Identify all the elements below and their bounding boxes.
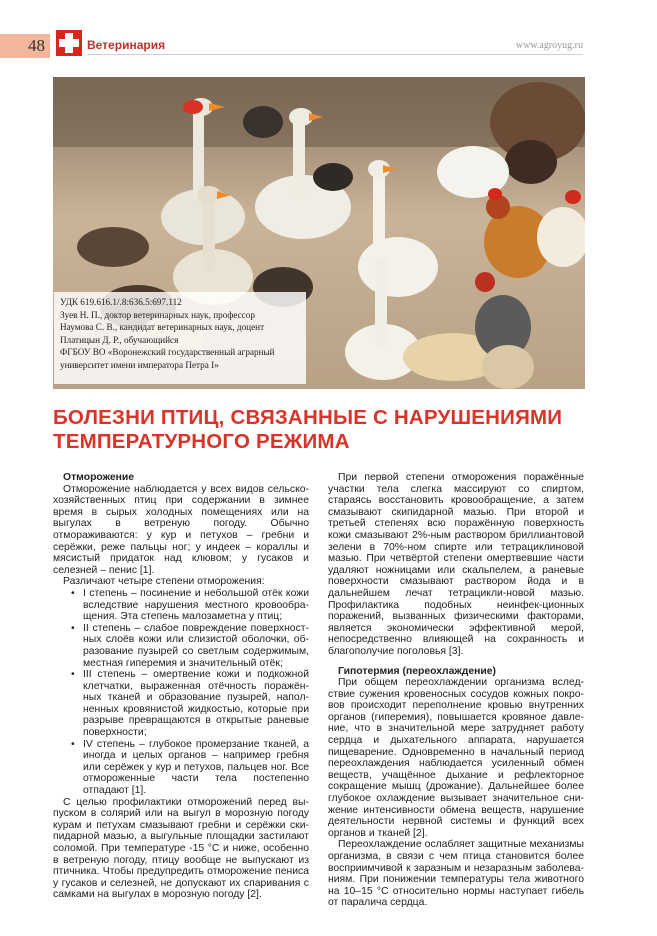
organization: университет имени императора Петра I» <box>60 359 219 370</box>
degree-list <box>53 588 309 797</box>
list-item: • IV степень – глубокое промерзание тканей, а иногда и целых органов – например гребня или серёжек у кур и петухов, пальцев ног. Все отмороженные части тела постепенно отпадают [1]. <box>83 739 309 797</box>
list-item: • II степень – слабое повреждение поверхност-ных слоёв кожи или слизистой оболочки, об-разование пузырей со светлым содержимым, местная гиперемия и значительный отёк; <box>83 623 309 669</box>
paragraph: Отморожение наблюдается у всех видов сельско-хозяйственных птиц при содержании в зимнее время в сырых холодных помещениях или на выгулах в ветреную погоду. Обычно отмораживаются: у кур и петухов – гребни и серёжки, реже пальцы ног; у индеек – кораллы и мясистый придаток над клювом; у гусаков и селезней – пенис [1]. <box>53 483 309 576</box>
header-divider <box>87 54 583 55</box>
author: Платицын Д. Р., обучающийся <box>60 334 179 345</box>
right-column <box>328 472 584 909</box>
author: Зуев Н. П., доктор ветеринарных наук, профессор <box>60 309 255 320</box>
list-item: • III степень – омертвение кожи и подкожной клетчатки, выраженная отёчность поражён-ных тканей и образование пузырей, напол-ненных кровянистой жидкостью, которые при разрыве превращаются в открытые раневые поверхности; <box>83 669 309 739</box>
paragraph: При первой степени отморожения поражённые участки тела слегка массируют со спиртом, стараясь восстановить кровообращение, а затем смазывают скипидарной мазью. При второй и третьей степенях всю поражённую поверхность кожи смазывают 2%-ным раствором бриллиантовой зелени в 70%-ном спирте или тетрациклиновой мазью. При четвёртой степени омертвевшие части удаляют ножницами или скальпелем, а раневые поверхности смазывают раствором йода и в дальнейшем лечат тетрацикли-новой мазью. Профилактика подобных неинфек-ционных поражений, вызванных физическими факторами, является экономически эффективной мерой, непосредственно влияющей на сохранность и благополучие поголовья [3]. <box>328 472 584 657</box>
section-heading: Отморожение <box>63 472 135 483</box>
author: Наумова С. В., кандидат ветеринарных наук, доцент <box>60 322 265 333</box>
paragraph: При общем переохлаждении организма вслед-ствие сужения кровеносных сосудов кожных покро-вов происходит переполнение кровью внутренних органов (гиперемия), повышается кровяное давле-ние, что в значительной мере затрудняет работу сердца и дыхательного аппарата, нарушается пищеварение. Одновременно в начальный период переохлаждения наблюдается усиленный обмен веществ, учащённое дыхание и рефлекторное сокращение мышц (дрожание). Дальнейшее более глубокое охлаждение вызывает значительное сни-жение интенсивности обмена веществ, нарушение деятельности нервной системы и функций всех органов и тканей [2]. <box>328 677 584 839</box>
udk-code: УДК 619.616.1/.8:636.5:697.112 <box>60 297 182 307</box>
left-column <box>53 472 309 901</box>
section-heading: Гипотермия (переохлаждение) <box>338 665 497 677</box>
article-credits <box>54 292 306 384</box>
paragraph: Различают четыре степени отморожения: <box>63 576 265 588</box>
red-cross-icon <box>56 30 82 56</box>
section-name: Ветеринария <box>87 38 166 52</box>
article-title: БОЛЕЗНИ ПТИЦ, СВЯЗАННЫЕ С НАРУШЕНИЯМИ ТЕМПЕРАТУРНОГО РЕЖИМА <box>53 406 563 453</box>
list-item: • I степень – посинение и небольшой отёк кожи вследствие нарушения местного кровообра-щения. Эта степень малозаметна у птиц; <box>83 588 309 623</box>
paragraph: Переохлаждение ослабляет защитные механизмы организма, в связи с чем птица становится более восприимчивой к заразным и незаразным заболева-ниям. При понижении температуры тела животного на 10–15 °С относительно нормы наступает гибель от паралича сердца. <box>328 839 584 909</box>
page-number: 48 <box>28 36 45 55</box>
organization: ФГБОУ ВО «Воронежский государственный аграрный <box>60 347 275 358</box>
site-url[interactable]: www.agroyug.ru <box>515 40 583 51</box>
paragraph: С целью профилактики отморожений перед вы-пуском в солярий или на выгул в морозную погоду курам и петухам смазывают гребни и серёжки ски-пидарной мазью, а выгульные площадки застилают соломой. При температуре -15 °С и ниже, особенно в ветреную погоду, птицу вообще не выпускают из птичника. Чтобы предупредить отморожение пениса у гусаков и селезней, не допускают их спаривания с самками на выгулах в морозную погоду [2]. <box>53 796 309 901</box>
